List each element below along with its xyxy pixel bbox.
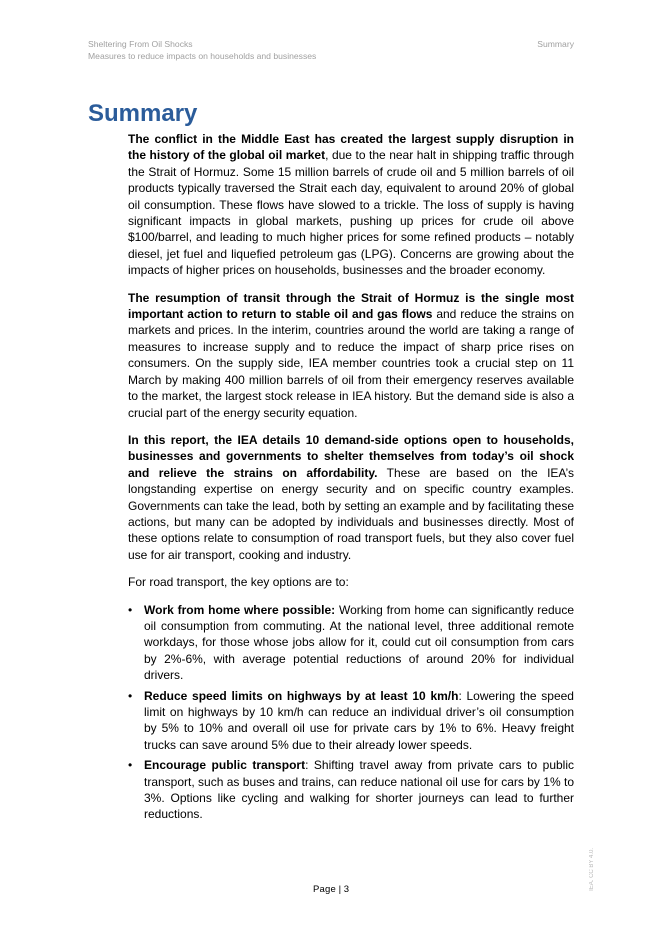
list-item-lead: Work from home where possible: bbox=[144, 602, 336, 617]
header-document-subtitle: Measures to reduce impacts on households and businesses bbox=[88, 51, 317, 61]
paragraph-lead: The resumption of transit through the Strait of Hormuz is the single most important action to return to stable oil and gas flows bbox=[128, 290, 574, 322]
list-item-text: : Shifting travel away from private cars to public transport, such as buses and trains, can reduce national oil use for cars by 1% to 3%. Options like cycling and walking for shorter journeys can lead to further reductions. bbox=[144, 758, 574, 822]
list-item-lead: Reduce speed limits on highways by at least 10 km/h bbox=[144, 688, 459, 703]
list-item bbox=[128, 688, 574, 754]
page-title: Summary bbox=[88, 100, 198, 127]
list-item-text: : Lowering the speed limit on highways by 10 km/h can reduce an individual driver’s oil consumption by 5% to 10% and overall oil use for private cars by 1% to 6%. Heavy freight trucks can save around 5% due to their already lower speeds. bbox=[144, 688, 574, 752]
summary-body bbox=[128, 131, 574, 827]
bullet-icon: • bbox=[128, 688, 133, 703]
page-number: 3 bbox=[343, 884, 350, 895]
paragraph-text: , due to the near halt in shipping traffic through the Strait of Hormuz. Some 15 million barrels of crude oil and 5 million barrels of oil products typically traversed the Strait each day, equivalent to around 20% of global oil consumption. These flows have slowed to a trickle. The loss of supply is having significant impacts in global markets, pushing up prices for crude oil above $100/barrel, and leading to much higher prices for some refined products – notably diesel, jet fuel and liquefied petroleum gas (LPG). Concerns are growing about the impacts of higher prices on households, businesses and the broader economy. bbox=[128, 148, 574, 278]
bullet-icon: • bbox=[128, 602, 133, 617]
page-footer bbox=[0, 884, 662, 895]
paragraph-lead: In this report, the IEA details 10 demand-side options open to households, businesses and governments to shelter themselves from today’s oil shock and relieve the strains on affordability. bbox=[128, 432, 574, 480]
paragraph-text: These are based on the IEA’s longstanding expertise on energy security and on specific country examples. Governments can take the lead, both by setting an example and by facilitating these actions, but many can be adopted by individuals and businesses directly. Most of these options relate to consumption of road transport fuels, but they also cover fuel use for air transport, cooking and industry. bbox=[128, 465, 574, 562]
paragraph-lead: The conflict in the Middle East has created the largest supply disruption in the history of the global oil market bbox=[128, 132, 574, 163]
license-note: IEA. CC BY 4.0. bbox=[589, 848, 595, 891]
page-separator: | bbox=[338, 884, 342, 895]
paragraph bbox=[128, 432, 574, 563]
list-item-lead: Encourage public transport bbox=[144, 758, 306, 773]
paragraph-text: and reduce the strains on markets and prices. In the interim, countries around the world are taking a range of measures to increase supply and to reduce the impact of sharp price rises on consumers. On the supply side, IEA member countries took a crucial step on 11 March by making 400 million barrels of oil from their emergency reserves available to the market, the largest stock release in IEA history. But the demand side is also a crucial part of the energy security equation. bbox=[128, 307, 574, 420]
page-label: Page bbox=[312, 884, 336, 895]
list-item bbox=[128, 602, 574, 684]
header-section-label: Summary bbox=[537, 39, 574, 49]
paragraph bbox=[128, 290, 574, 421]
paragraph bbox=[128, 574, 574, 590]
header-document-title: Sheltering From Oil Shocks bbox=[88, 39, 193, 49]
bullet-icon: • bbox=[128, 758, 133, 773]
list-item-text: Working from home can significantly reduce oil consumption from commuting. At the national level, three additional remote workdays, for those whose jobs allow for it, could cut oil consumption from cars by 2%-6%, with average potential reductions of around 20% for individual drivers. bbox=[144, 602, 574, 683]
paragraph-text: For road transport, the key options are to: bbox=[128, 575, 349, 590]
options-list bbox=[128, 602, 574, 823]
running-header bbox=[88, 38, 316, 62]
paragraph bbox=[128, 131, 574, 279]
list-item bbox=[128, 757, 574, 823]
